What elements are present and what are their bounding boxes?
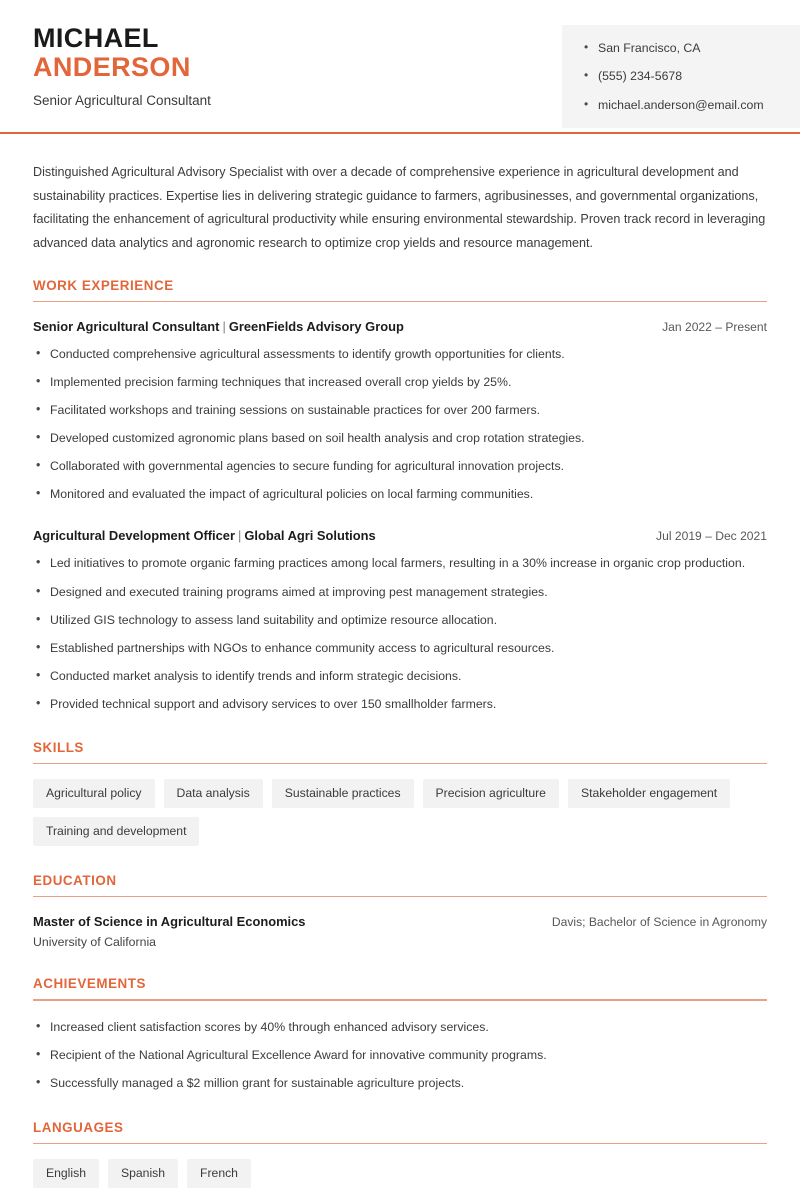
header-divider (0, 132, 800, 134)
skill-chip: Agricultural policy (33, 779, 155, 808)
list-item: • Collaborated with governmental agencies to secure funding for agricultural innovation projects. (33, 457, 767, 476)
list-item: • Increased client satisfaction scores by 40% through enhanced advisory services. (33, 1018, 767, 1037)
experience-company: Global Agri Solutions (244, 528, 376, 544)
list-item: • Designed and executed training programs aimed at improving pest management strategies. (33, 583, 767, 602)
experience-date-range: Jul 2019 – Dec 2021 (656, 529, 767, 544)
skills-chip-group (33, 779, 733, 845)
section-achievements (33, 976, 767, 1093)
experience-title-line (33, 528, 376, 543)
professional-summary: Distinguished Agricultural Advisory Specialist with over a decade of comprehensive experience in agricultural development and sustainability practices. Expertise lies in delivering strategic guidance to farmers, agribusinesses, and governmental organizations, facilitating the enhancement of agricultural productivity while ensuring environmental stewardship. Proven track record in leveraging advanced data analytics and agronomic research to optimize crop yields and resource management. (33, 165, 766, 251)
experience-entry (33, 528, 767, 713)
contact-info-panel (562, 25, 800, 128)
skill-chip: Precision agriculture (423, 779, 559, 808)
title-separator: | (222, 319, 226, 335)
section-title-skills: SKILLS (33, 739, 84, 755)
experience-date-range: Jan 2022 – Present (662, 320, 767, 335)
experience-bullet-list (33, 554, 767, 713)
contact-list (584, 39, 800, 114)
list-item: • Conducted comprehensive agricultural assessments to identify growth opportunities for clients. (33, 345, 767, 364)
list-item: • Successfully managed a $2 million grant for sustainable agriculture projects. (33, 1074, 767, 1093)
list-item: • Utilized GIS technology to assess land suitability and optimize resource allocation. (33, 611, 767, 630)
list-item: • Conducted market analysis to identify trends and inform strategic decisions. (33, 667, 767, 686)
contact-phone: • (555) 234-5678 (584, 67, 800, 85)
experience-company: GreenFields Advisory Group (228, 319, 404, 335)
contact-email: • michael.anderson@email.com (584, 96, 800, 114)
education-degree: Master of Science in Agricultural Economics (33, 914, 306, 930)
languages-chip-group (33, 1159, 453, 1188)
language-chip: Spanish (108, 1159, 178, 1188)
skill-chip: Training and development (33, 817, 199, 846)
resume-body (0, 161, 800, 1188)
experience-role: Agricultural Development Officer (33, 528, 235, 544)
skill-chip: Data analysis (164, 779, 263, 808)
language-chip: English (33, 1159, 99, 1188)
section-divider (33, 999, 767, 1001)
section-languages (33, 1120, 767, 1188)
language-chip: French (187, 1159, 251, 1188)
section-title-education: EDUCATION (33, 872, 117, 888)
list-item: • Monitored and evaluated the impact of agricultural policies on local farming communities. (33, 485, 767, 504)
section-divider (33, 763, 767, 765)
section-skills (33, 740, 767, 846)
last-name: ANDERSON (33, 52, 191, 83)
list-item: • Led initiatives to promote organic farming practices among local farmers, resulting in a 30% increase in organic crop production. (33, 554, 767, 573)
achievements-bullet-list (33, 1018, 767, 1093)
contact-location: • San Francisco, CA (584, 39, 800, 57)
list-item: • Recipient of the National Agricultural Excellence Award for innovative community programs. (33, 1046, 767, 1065)
section-title-work-experience: WORK EXPERIENCE (33, 277, 174, 293)
experience-entry-header (33, 319, 767, 334)
section-title-languages: LANGUAGES (33, 1119, 124, 1135)
list-item: • Implemented precision farming techniques that increased overall crop yields by 25%. (33, 373, 767, 392)
education-institution: University of California (33, 935, 157, 950)
title-separator: | (238, 528, 242, 544)
section-education (33, 873, 767, 950)
resume-header (0, 0, 800, 134)
education-detail: Davis; Bachelor of Science in Agronomy (551, 915, 767, 930)
identity-block (0, 0, 211, 108)
first-name: MICHAEL (33, 23, 159, 53)
skill-chip: Stakeholder engagement (568, 779, 730, 808)
section-title-achievements: ACHIEVEMENTS (33, 976, 146, 992)
skill-chip: Sustainable practices (272, 779, 414, 808)
education-entry-header (33, 914, 767, 929)
experience-role: Senior Agricultural Consultant (33, 319, 220, 335)
list-item: • Facilitated workshops and training sessions on sustainable practices for over 200 farmers. (33, 401, 767, 420)
section-divider (33, 1143, 767, 1145)
section-divider (33, 896, 767, 898)
list-item: • Established partnerships with NGOs to enhance community access to agricultural resources. (33, 639, 767, 658)
list-item: • Developed customized agronomic plans based on soil health analysis and crop rotation strategies. (33, 429, 767, 448)
experience-entry (33, 319, 767, 504)
section-divider (33, 301, 767, 303)
experience-title-line (33, 319, 404, 334)
experience-bullet-list (33, 345, 767, 504)
headline-job-title: Senior Agricultural Consultant (33, 93, 211, 109)
list-item: • Provided technical support and advisory services to over 150 smallholder farmers. (33, 695, 767, 714)
experience-entry-header (33, 528, 767, 543)
section-work-experience (33, 278, 767, 714)
